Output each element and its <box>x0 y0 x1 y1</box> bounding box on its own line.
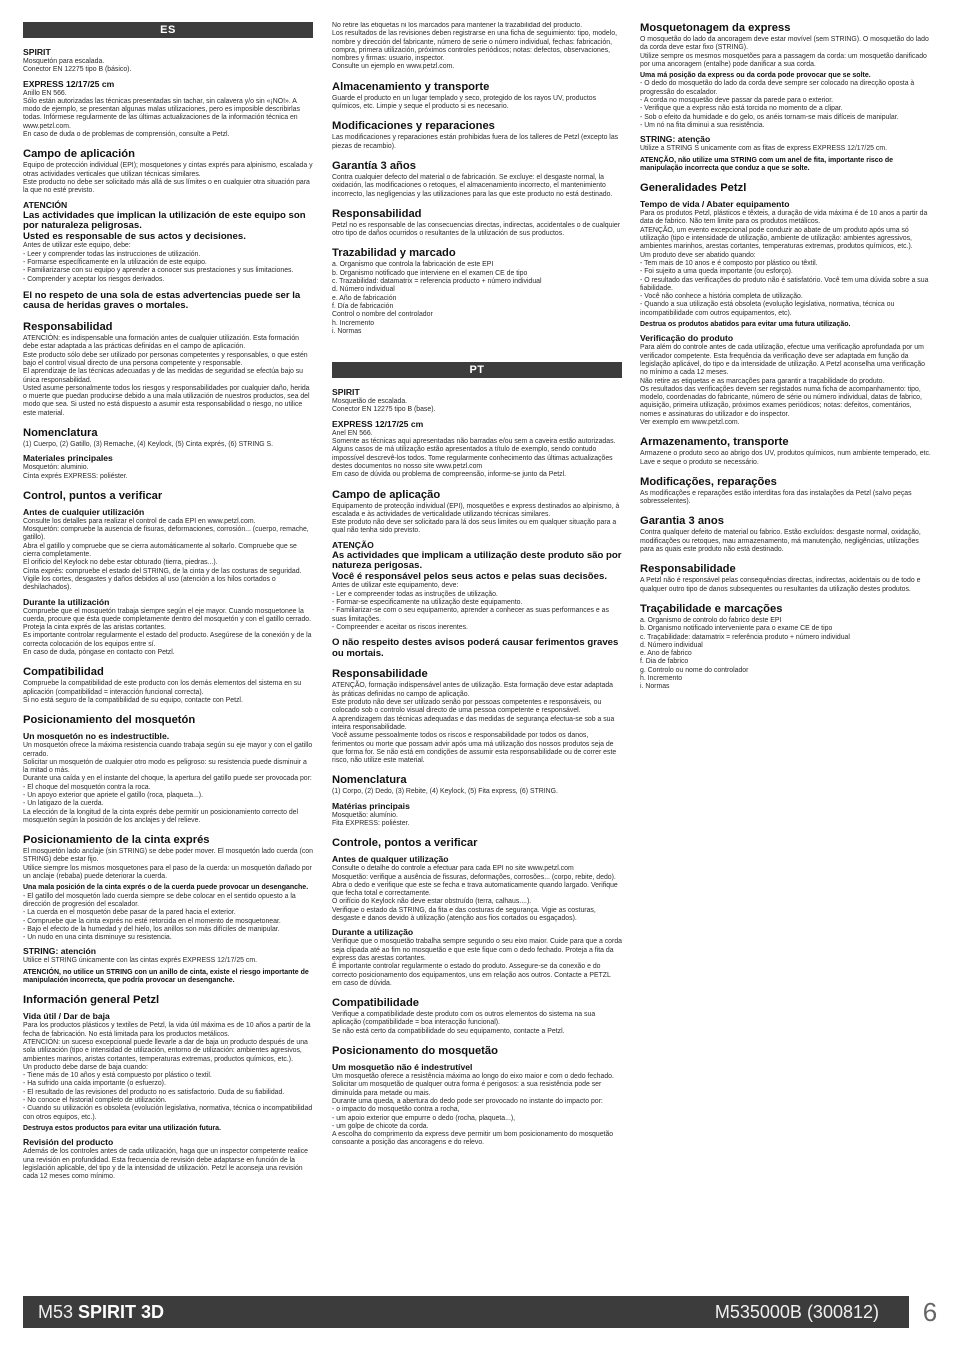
footer-product: SPIRIT 3D <box>78 1302 165 1322</box>
pt-spirit-heading: SPIRIT <box>332 387 360 398</box>
pt-compat-text: Verifique a compatibilidade deste produto com os outros elementos do sistema na sua aplicação (compatibilidade = boa interacção funcional). Se não está certo da compatibilidade do seu equipamento, contacte a Petzl. <box>332 1011 596 1035</box>
pt-express-text: Anel EN 566. Somente as técnicas aqui apresentadas não barradas e/ou sem a caveira estão autorizadas. Alguns casos de má utilização estão apresentados a título de exemplo, sendo contudo impossível descrevê-los todos. Tome regularmente conhecimento das últimas actualizações destes documentos no nosso site www.petzl.com Em caso de dúvida ou problema de compreensão, informe-se junto da Petzl. <box>332 429 616 479</box>
es-rev-text-2: No retire las etiquetas ni los marcados para mantener la trazabilidad del producto. Los resultados de las revisiones deben registrarse en una ficha de seguimiento: tipo, modelo, nombre y dirección del fabricante, número de serie o número individual, fechas: fabricación, compra, primera utilización, próximos controles periódicos; notas: defectos, observaciones, nombres y firmas: usuario, inspector. Consulte un ejemplo en www.petzl.com. <box>332 22 617 71</box>
es-traz-heading: Trazabilidad y marcado <box>332 247 456 260</box>
es-durante-text: Compruebe que el mosquetón trabaja siempre según el eje mayor. Cuando mosquetonee la cuerda, procure que ésta quede completamente dentro del mosquetón y con el gatillo cerrado. Proteja la cinta exprés de las aristas cortantes. Es importante controlar regularmente el estado del producto. Asegúrese de la conexión y de la correcta colocación de los equipos entre sí. En caso de duda, póngase en contacto con Petzl. <box>23 607 312 657</box>
footer-bar <box>23 1296 909 1328</box>
es-atencion-text: Antes de utilizar este equipo, debe: - Leer y comprender todas las instrucciones de utilización. - Formarse específicamente en la utilización de este equipo. - Familiarizarse con su equipo y aprender a conocer sus prestaciones y sus limitaciones. - Comprender y aceptar los riesgos derivados. <box>23 242 294 283</box>
pt-traz-text: a. Organismo de controlo do fabrico deste EPI b. Organismo notificado interveniente para o exame CE de tipo c. Traçabilidade: datamatrix = referência produto + número individual d. Número individual e. Ano de fabrico f. Dia de fabrico g. Controlo ou nome do controlador h. Incremento i. Normas <box>640 616 850 691</box>
pt-posm-text: Um mosquetão oferece a resistência máxima ao longo do eixo maior e com o dedo fechado. Solicitar um mosquetão de qualquer outra forma é perigosos: a sua resistência pode ser diminuída para metade ou mais. Durante uma queda, a abertura do dedo pode ser provocado no instante do impacto por: - o impacto do mosquetão contra a rocha, - um apoio exterior que empurre o dedo (rocha, plaqueta...), - um golpe de chicote da corda. A escolha do comprimento da express deve permitir um bom posicionamento do mosquetão consoante a posição das ancoragens e do relevo. <box>332 1073 614 1147</box>
es-campo-heading: Campo de aplicación <box>23 148 135 161</box>
footer-model: M53 <box>38 1302 74 1322</box>
column-3 <box>640 22 932 1312</box>
es-resp-text: ATENCIÓN: es indispensable una formación antes de cualquier utilización. Esta formación debe estar adaptada a las prácticas definidas en el campo de aplicación. Este producto sólo debe ser utilizado por personas competentes y responsables, o que estén bajo el control visual directo de una persona competente y responsable. El aprendizaje de las técnicas adecuadas y de las medidas de seguridad se efectúa bajo su única responsabilidad. Usted asume personalmente todos los riesgos y responsabilidades por cualquier daño, herida o muerte que puedan producirse debido a una mala utilización de nuestros productos, sea del modo que sea. Si usted no está dispuesto a asumir esta responsabilidad o riesgo, no utilice este material. <box>23 335 310 417</box>
pt-posm-heading: Posicionamento do mosquetão <box>332 1045 498 1058</box>
es-nom-text: (1) Cuerpo, (2) Gatillo, (3) Remache, (4) Keylock, (5) Cinta exprés, (6) STRING S. <box>23 440 274 448</box>
es-campo-text: Equipo de protección individual (EPI); mosquetones y cintas exprés para alpinismo, escalada y otras actividades verticales que utilizan técnicas similares. Este producto no debe ser solicitado más allá de sus límites o en cualquier otra situación para la que no esté previsto. <box>23 162 313 195</box>
es-info-heading: Información general Petzl <box>23 994 160 1007</box>
pt-spirit-text: Mosquetão de escalada. Conector EN 12275 tipo B (base). <box>332 398 436 414</box>
pt-atencao-warning-2: O não respeito destes avisos poderá causar ferimentos graves ou mortais. <box>332 637 619 659</box>
es-atencion-heading: ATENCIÓN <box>23 199 68 210</box>
pt-vida-text: Para os produtos Petzl, plásticos e têxteis, a duração de vida máxima é de 10 anos a partir da data de fabrico. Não tem limite para os produtos metálicos. ATENÇÃO, um evento excepcional pode conduzir ao abate de um produto após uma só utilização (tipo e intensidade de utilização, ambiente de utilização: ambientes agressivos, ambientes marinhos, arestas cortantes, temperaturas extremas, produtos químicos, etc.). Um produto deve ser abatido quando: - Tem mais de 10 anos e é composto por plástico ou têxtil. - Foi sujeito a uma queda importante (ou esforço). - O resultado das verificações do produto não é satisfatório. Você tem uma dúvida sobre a sua fiabilidade. - Você não conhece a história completa de utilização. - Quando a sua utilização está obsoleta (evolução legislativa, normativa, técnica ou incompatibilidade com outros equipamentos, etc). <box>640 210 929 317</box>
pt-resp2-text: A Petzl não é responsável pelas consequências directas, indirectas, acidentais ou de todo e qualquer outro tipo de danos subsequentes ou resultantes da utilização destes produtos. <box>640 577 921 593</box>
pt-gar-heading: Garantia 3 anos <box>640 515 724 528</box>
pt-antes-heading: Antes de qualquer utilização <box>332 854 449 865</box>
column-2 <box>332 22 622 1312</box>
pt-posm-subheading: Um mosquetão não é indestrutível <box>332 1062 473 1073</box>
es-spirit-text: Mosquetón para escalada. Conector EN 12275 tipo B (básico). <box>23 58 132 74</box>
pt-pose-bold: Uma má posição da express ou da corda pode provocar que se solte. <box>640 72 871 80</box>
es-resp2-heading: Responsabilidad <box>332 207 422 220</box>
pt-alm-text: Armazene o produto seco ao abrigo dos UV, produtos químicos, num ambiente temperado, etc. Lave e seque o produto se necessário. <box>640 450 931 466</box>
es-posc-text-2: - El gatillo del mosquetón lado cuerda siempre se debe colocar en el sentido opuesto a la dirección de progresión del escalador. - La cuerda en el mosquetón debe pasar de la pared hacia el exterior. - Compruebe que la cinta exprés no esté retorcida en el momento de mosquetonear. - Bajo el efecto de la humedad y del hielo, los anillos son más difíciles de manipular. - Un nudo en una cinta disminuye su resistencia. <box>23 892 296 942</box>
footer-reference: M535000B (300812) <box>714 1302 879 1322</box>
es-rev-heading: Revisión del producto <box>23 1137 114 1148</box>
es-vida-bold: Destruya estos productos para evitar una utilización futura. <box>23 1124 221 1132</box>
pt-alm-heading: Armazenamento, transporte <box>640 436 789 449</box>
es-mod-text: Las modificaciones y reparaciones están prohibidas fuera de los talleres de Petzl (excepto las piezas de recambio). <box>332 134 619 150</box>
pt-resp-text: ATENÇÃO, formação indispensável antes de utilização. Esta formação deve estar adaptada às práticas definidas no campo de aplicação. Este produto não deve ser utilizado senão por pessoas competentes e responsáveis, ou colocado sob o controlo visual directo de uma pessoa competente e responsável. A aprendizagem das técnicas adequadas e das medidas de segurança efectua-se sob a sua inteira responsabilidade. Você assume pessoalmente todos os riscos e responsabilidade por todos os danos, ferimentos ou morte que possam advir após uma má utilização dos nossos produtos seja de que forma for. Se não está em condições de assumir esta responsabilidade ou de correr este risco, não utilize este material. <box>332 682 617 765</box>
es-posc-heading: Posicionamiento de la cinta exprés <box>23 834 210 847</box>
pt-pose-text-2: - O dedo do mosquetão do lado da corda deve sempre ser colocado na direcção oposta à progressão do escalador. - A corda no mosquetão deve passar da parede para o exterior. - Verifique que a express não está torcida no momento de a clipar. - Sob o efeito da humidade e do gelo, os anéis tornam-se mais difíceis de manipular. - Um nó na fita diminui a sua resistência. <box>640 80 915 129</box>
pt-resp-heading: Responsabilidade <box>332 668 428 681</box>
es-posm-subheading: Un mosquetón no es indestructible. <box>23 731 170 742</box>
pt-durante-heading: Durante a utilização <box>332 927 414 938</box>
lang-header-pt: PT <box>332 362 622 378</box>
pt-string-text: Utilize a STRING S unicamente com as fitas de express EXPRESS 12/17/25 cm. <box>640 145 888 153</box>
pt-mat-text: Mosquetão: alumínio. Fita EXPRESS: poliéster. <box>332 811 410 827</box>
es-mat-text: Mosquetón: aluminio. Cinta exprés EXPRESS: poliéster. <box>23 464 128 480</box>
pt-rev-heading: Verificação do produto <box>640 333 734 344</box>
pt-gar-text: Contra qualquer defeito de material ou fabrico. Estão excluídos: desgaste normal, oxidação, modificações ou retoques, mau armazenamento, má manutenção, negligências, utilizações para as quais este produto não está destinado. <box>640 529 921 554</box>
es-string-text: Utilice el STRING únicamente con las cintas exprés EXPRESS 12/17/25 cm. <box>23 957 257 965</box>
pt-nom-text: (1) Corpo, (2) Dedo, (3) Rebite, (4) Keylock, (5) Fita express, (6) STRING. <box>332 788 558 796</box>
es-ctrl-heading: Control, puntos a verificar <box>23 489 163 502</box>
es-posc-text: El mosquetón lado anclaje (sin STRING) se debe poder mover. El mosquetón lado cuerda (con STRING) debe estar fijo. Utilice siempre los mismos mosquetones para el paso de la cuerda: un mosquetón dañado por un anclaje (rebaba) puede deteriorar la cuerda. <box>23 848 313 881</box>
pt-vida-bold: Destrua os produtos abatidos para evitar uma futura utilização. <box>640 321 851 329</box>
pt-traz-heading: Traçabilidade e marcações <box>640 602 783 615</box>
es-posm-heading: Posicionamiento del mosquetón <box>23 714 196 727</box>
pt-compat-heading: Compatibilidade <box>332 997 420 1010</box>
column-1 <box>23 22 313 1312</box>
pt-string-bold: ATENÇÃO, não utilize uma STRING com um anel de fita, importante risco de manipulação incorrecta que conduz a que se solte. <box>640 156 894 172</box>
es-vida-heading: Vida útil / Dar de baja <box>23 1011 110 1022</box>
es-spirit-heading: SPIRIT <box>23 47 51 57</box>
es-gar-text: Contra cualquier defecto del material o de fabricación. Se excluye: el desgaste normal, la oxidación, las modificaciones o retoques, el almacenamiento incorrecto, el mantenimiento incorrecto, las negligencias y las utilizaciones para las que este producto no está destinado. <box>332 173 613 198</box>
lang-header-es: ES <box>23 22 313 38</box>
pt-vida-heading: Tempo de vida / Abater equipamento <box>640 199 790 210</box>
es-resp2-text: Petzl no es responsable de las consecuencias directas, indirectas, accidentales o de cualquier otro tipo de daños ocurridos o resultantes de la utilización de sus productos. <box>332 221 621 238</box>
es-durante-heading: Durante la utilización <box>23 596 110 607</box>
es-atencion-warning: Las actividades que implican la utilización de este equipo son por naturaleza peligrosas. Usted es responsable de sus actos y decisiones. <box>23 209 306 242</box>
es-alm-text: Guarde el producto en un lugar templado y seco, protegido de los rayos UV, productos químicos, etc. Limpie y seque el producto si es necesario. <box>332 94 597 111</box>
es-atencion-warning-2: El no respeto de una sola de estas advertencias puede ser la causa de heridas graves o mortales. <box>23 289 301 312</box>
es-compat-text: Compruebe la compatibilidad de este producto con los demás elementos del sistema en su aplicación (compatibilidad = interacción funcional correcta). Si no está seguro de la compatibilidad de su equipo, contacte con Petzl. <box>23 680 302 704</box>
pt-atencao-text: Antes de utilizar este equipamento, deve: - Ler e compreender todas as instruções de utilização. - Formar-se especificamente na utilização deste equipamento. - Familiarizar-se com o seu equipamento, aprender a conhecer as suas performances e as suas limitações. - Compreender e aceitar os riscos inerentes. <box>332 582 609 631</box>
es-antes-text: Consulte los detalles para realizar el control de cada EPI en www.petzl.com. Mosquetón: compruebe la ausencia de fisuras, deformaciones, corrosión... (cuerpo, remache, gatillo). Abra el gatillo y compruebe que se cierra automáticamente al soltarlo. Compruebe que se cierra completamente. El orificio del Keylock no debe estar obturado (tierra, piedras...). Cinta exprés: compruebe el estado del STRING, de la cinta y de las costuras de seguridad. Vigile los cortes, desgastes y daños debidos al uso (atención a los hilos cortados o deshilachados). <box>23 517 309 592</box>
page-number: 6 <box>922 1297 938 1327</box>
pt-atencao-heading: ATENÇÃO <box>332 539 374 550</box>
es-posm-text: Un mosquetón ofrece la máxima resistencia cuando trabaja según su eje mayor y con el gatillo cerrado. Solicitar un mosquetón de cualquier otro modo es peligroso: su resistencia puede disminuir a la mitad o más. Durante una caída y en el instante del choque, la apertura del gatillo puede ser provocada por: - El choque del mosquetón contra la roca. - Un apoyo exterior que apriete el gatillo (roca, plaqueta...). - Un latigazo de la cuerda. La elección de la longitud de la cinta exprés debe permitir un posicionamiento correcto del mosquetón según la posición de los anclajes y del relieve. <box>23 742 313 824</box>
es-vida-text: Para los productos plásticos y textiles de Petzl, la vida útil máxima es de 10 años a partir de la fecha de fabricación. No está limitada para los productos metálicos. ATENCIÓN: un suceso excepcional puede llevarle a dar de baja un producto después de una sola utilización (tipo e intensidad de utilización, entorno de utilización: ambientes agresivos, ambientes marinos, aristas cortantes, temperaturas extremas, productos químicos, etc.). Un producto debe darse de baja cuando: - Tiene más de 10 años y está compuesto por plástico o textil. - Ha sufrido una caída importante (o esfuerzo). - El resultado de las revisiones del producto no es satisfactorio. Duda de su fiabilidad. - No conoce el historial completo de utilización. - Cuando su utilización es obsoleta (evolución legislativa, normativa, técnica o incompatibilidad con otros equipos, etc.). <box>23 1022 313 1121</box>
pt-pose-heading: Mosquetonagem da express <box>640 22 791 34</box>
es-string-heading: STRING: atención <box>23 946 97 957</box>
pt-resp2-heading: Responsabilidade <box>640 563 736 576</box>
pt-campo-text: Equipamento de protecção individual (EPI), mosquetões e express destinados ao alpinismo, à escalada e às actividades de verticalidade utilizando técnicas similares. Este produto não deve ser solicitado para lá dos seus limites ou em qualquer situação para a qual não tenha sido previsto. <box>332 502 620 535</box>
footer-title <box>38 1301 164 1323</box>
pt-rev-text: Para além do controle antes de cada utilização, efectue uma verificação aprofundada por um verificador competente. Esta frequência da verificação deve ser adaptada em função da legislação aplicável, do tipo e da intensidade de utilização. A Petzl aconselha uma verificação no mínimo a cada 12 meses. Não retire as etiquetas e as marcações para garantir a traçabilidade do produto. Os resultados das verificações devem ser registados numa ficha de acompanhamento: tipo, modelo, coordenadas do fabricante, número de série ou número individual, datas de fabrico, aquisição, primeira utilização, próximos exames periódicos; notas: defeitos, comentários, nomes e assinaturas do utilizador e do inspector. Ver exemplo em www.petzl.com. <box>640 344 925 426</box>
es-antes-heading: Antes de cualquier utilización <box>23 506 145 517</box>
pt-express-heading: EXPRESS 12/17/25 cm <box>332 418 424 429</box>
pt-info-heading: Generalidades Petzl <box>640 182 747 195</box>
pt-ctrl-heading: Controle, pontos a verificar <box>332 837 478 850</box>
es-mat-heading: Materiales principales <box>23 453 113 464</box>
es-traz-text: a. Organismo que controla la fabricación de este EPI b. Organismo notificado que interviene en el examen CE de tipo c. Trazabilidad: datamatrix = referencia producto + número individual d. Número individual e. Año de fabricación f. Día de fabricación Control o nombre del controlador h. Incremento i. Normas <box>332 261 542 335</box>
es-string-bold: ATENCIÓN, no utilice un STRING con un anillo de cinta, existe el riesgo importante de manipulación incorrecta, que podría provocar un desenganche. <box>23 968 309 985</box>
pt-antes-text: Consulte o detalhe do controle a efectuar para cada EPI no site www.petzl.com Mosquetão: verifique a ausência de fissuras, deformações, corrosões... (corpo, rebite, dedo). Abra o dedo e verifique que este se fecha e trava automaticamente quando largado. Verifique que fecha total e correctamente. O orifício do Keylock não deve estar obstruído (terra, calhaus....). Verifique o estado da STRING, da fita e das costuras de segurança. Vigie as costuras, desgaste e danos devido à utilização (atenção aos fios cortados ou esgaçados). <box>332 865 618 923</box>
pt-mat-heading: Matérias principais <box>332 800 410 811</box>
es-express-heading: EXPRESS 12/17/25 cm <box>23 78 115 89</box>
es-mod-heading: Modificaciones y reparaciones <box>332 120 495 133</box>
es-gar-heading: Garantía 3 años <box>332 159 416 172</box>
es-compat-heading: Compatibilidad <box>23 666 104 679</box>
es-nom-heading: Nomenclatura <box>23 426 98 439</box>
es-resp-heading: Responsabilidad <box>23 321 113 334</box>
pt-mod-text: As modificações e reparações estão interditas fora das instalações da Petzl (salvo peças sobresselentes). <box>640 489 912 506</box>
pt-nom-heading: Nomenclatura <box>332 774 407 787</box>
es-posc-bold: Una mala posición de la cinta exprés o de la cuerda puede provocar un desenganche. <box>23 884 309 892</box>
pt-mod-heading: Modificações, reparações <box>640 475 777 488</box>
pt-durante-text: Verifique que o mosquetão trabalha sempre segundo o seu eixo maior. Cuide para que a corda seja clipada até ao fim no mosquetão e que este fique com o dedo fechado. Proteja a fita da express das arestas cortantes. É importante controlar regularmente o estado do produto. Assegure-se da conexão e do correcto posicionamento dos equipamentos, uns em relação aos outros. Contacte a PETZL em caso de dúvida. <box>332 938 622 987</box>
es-rev-text: Además de los controles antes de cada utilización, haga que un inspector competente realice una revisión en profundidad. Esta frecuencia de revisión debe adaptarse en función de la legislación aplicable, del tipo y de la intensidad de utilización. Petzl le aconseja una revisión cada 12 meses como mínimo. <box>23 1148 308 1181</box>
pt-string-heading: STRING: atenção <box>640 134 711 145</box>
pt-atencao-warning: As actividades que implicam a utilização deste produto são por natureza perigosas. Você é responsável pelos seus actos e pelas suas decisões. <box>332 549 622 582</box>
pt-pose-text: O mosquetão do lado da ancoragem deve estar movível (sem STRING). O mosquetão do lado da corda deve estar fixo (STRING). Utilize sempre os mesmos mosquetões para a passagem da corda: um mosquetão danificado por uma ancoragem (entalhe) pode danificar a sua corda. <box>640 36 929 68</box>
es-alm-heading: Almacenamiento y transporte <box>332 80 490 93</box>
es-express-text: Anillo EN 566. Sólo están autorizadas las técnicas presentadas sin tachar, sin calavera y/o sin «¡NO!». A modo de ejemplo, se presentan algunas malas utilizaciones, pero es imposible describirlas todas. Infórmese regularmente de las últimas actualizaciones de la información técnica en www.petzl.com. En caso de duda o de problemas de comprensión, consulte a Petzl. <box>23 89 300 139</box>
pt-campo-heading: Campo de aplicação <box>332 488 441 501</box>
